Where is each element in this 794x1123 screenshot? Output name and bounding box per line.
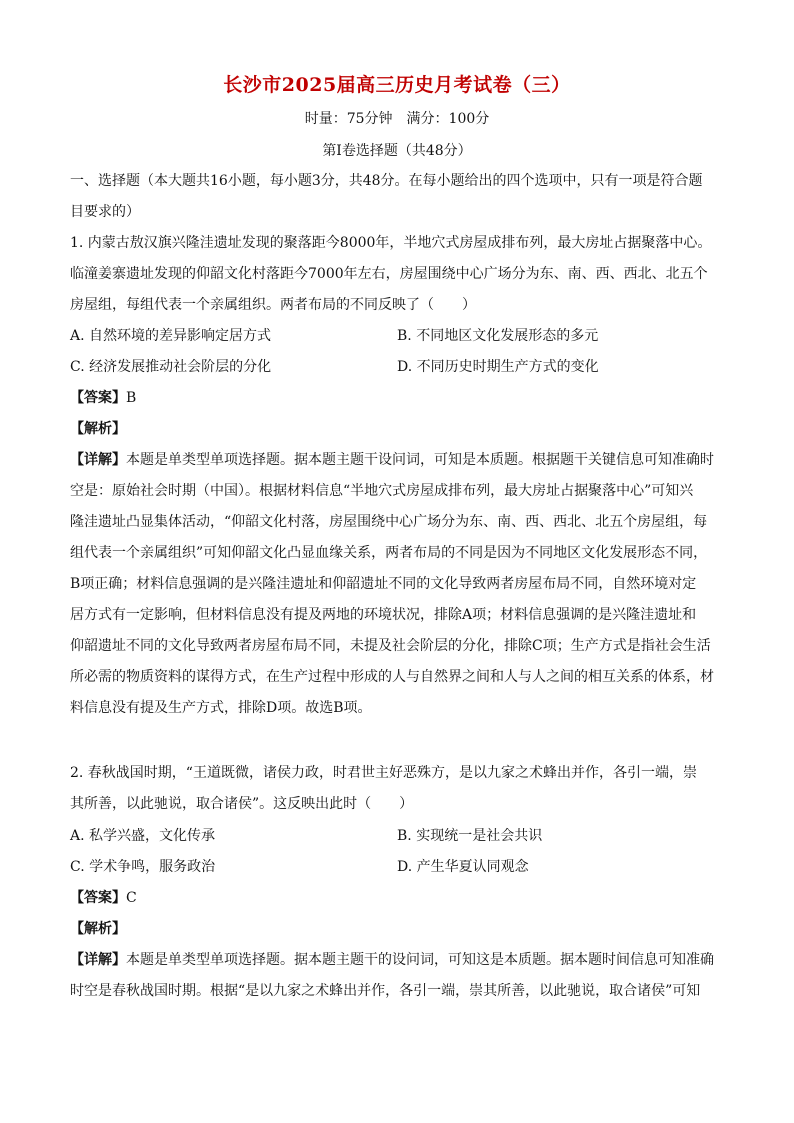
question-1-answer [70, 383, 724, 445]
text-line: 空是：原始社会时期（中国）。根据材料信息“半地穴式房屋成排布列，最大房址占据聚落中心”可知兴 [70, 483, 694, 499]
option-d: D. 不同历史时期生产方式的变化 [397, 359, 599, 375]
text-line: 组代表一个亲属组织”可知仰韶文化凸显血缘关系，两者布局的不同是因为不同地区文化发展形态不同， [70, 545, 708, 561]
answer-label: 【答案】 [70, 390, 126, 406]
text-line: 目要求的） [70, 204, 140, 220]
option-c: C. 经济发展推动社会阶层的分化 [70, 359, 272, 375]
text-line: 一、选择题（本大题共16小题，每小题3分，共48分。在每小题给出的四个选项中，只有一项是符合题 [70, 173, 703, 189]
answer-line [70, 883, 724, 914]
answer-value: C [126, 890, 137, 906]
option-row [70, 821, 724, 852]
section-instruction [70, 166, 724, 228]
option-b: B. 不同地区文化发展形态的多元 [397, 328, 599, 344]
text-line: B项正确；材料信息强调的是兴隆洼遗址和仰韶遗址不同的文化导致两者房屋布局不同，自然环境对定 [70, 576, 697, 592]
option-a: A. 私学兴盛，文化传承 [70, 828, 216, 844]
answer-value: B [126, 390, 137, 406]
text-line: 居方式有一定影响，但材料信息没有提及两地的环境状况，排除A项；材料信息强调的是兴隆洼遗址和 [70, 607, 697, 623]
analysis-label: 【解析】 [70, 421, 126, 437]
option-d: D. 产生华夏认同观念 [397, 859, 529, 875]
detail-text: 本题是单类型单项选择题。据本题主题干的设问词，可知这是本质题。据本题时间信息可知准确 [126, 952, 714, 968]
text-line: 1. 内蒙古敖汉旗兴隆洼遗址发现的聚落距今8000年，半地穴式房屋成排布列，最大房址占据聚落中心。 [70, 235, 712, 251]
option-row [70, 352, 724, 383]
text-line: 房屋组，每组代表一个亲属组织。两者布局的不同反映了（ ） [70, 297, 476, 313]
question-2-detail [70, 945, 724, 1007]
detail-label: 【详解】 [70, 952, 126, 968]
option-a: A. 自然环境的差异影响定居方式 [70, 328, 272, 344]
question-1-detail [70, 445, 724, 724]
option-b: B. 实现统一是社会共识 [397, 828, 543, 844]
text-line: 所必需的物质资料的谋得方式，在生产过程中形成的人与自然界之间和人与人之间的相互关系的体系，材 [70, 669, 714, 685]
text-line: 时空是春秋战国时期。根据“是以九家之术蜂出并作，各引一端，崇其所善，以此驰说，取合诸侯”可知 [70, 983, 701, 999]
option-row [70, 321, 724, 352]
text-line: 隆洼遗址凸显集体活动，“仰韶文化村落，房屋围绕中心广场分为东、南、西、西北、北五个房屋组，每 [70, 514, 708, 530]
analysis-label: 【解析】 [70, 921, 126, 937]
option-row [70, 852, 724, 883]
question-1-stem [70, 228, 724, 321]
detail-text: 本题是单类型单项选择题。据本题主题干设问词，可知是本质题。根据题干关键信息可知准确时 [126, 452, 714, 468]
answer-label: 【答案】 [70, 890, 126, 906]
answer-line [70, 383, 724, 414]
detail-label: 【详解】 [70, 452, 126, 468]
text-line: 2. 春秋战国时期，“王道既微，诸侯力政，时君世主好恶殊方，是以九家之术蜂出并作，各引一端，崇 [70, 765, 697, 781]
question-2-options [70, 821, 724, 883]
text-line: 仰韶遗址不同的文化导致两者房屋布局不同，未提及社会阶层的分化，排除C项；生产方式是指社会生活 [70, 638, 711, 654]
time-score-info: 时量：75分钟 满分：100分 [304, 111, 490, 127]
question-2-stem [70, 758, 724, 820]
exam-title: 长沙市2025届高三历史月考试卷（三） [223, 74, 571, 96]
text-line: 其所善，以此驰说，取合诸侯”。这反映出此时（ ） [70, 796, 414, 812]
question-2-answer [70, 883, 724, 945]
part-title: 第Ⅰ卷选择题（共48分） [322, 143, 472, 159]
option-c: C. 学术争鸣，服务政治 [70, 859, 216, 875]
text-line [70, 445, 724, 476]
text-line [70, 945, 724, 976]
question-1-options [70, 321, 724, 383]
text-line: 料信息没有提及生产方式，排除D项。故选B项。 [70, 700, 372, 716]
text-line: 临潼姜寨遗址发现的仰韶文化村落距今7000年左右，房屋围绕中心广场分为东、南、西、西北、北五个 [70, 266, 708, 282]
